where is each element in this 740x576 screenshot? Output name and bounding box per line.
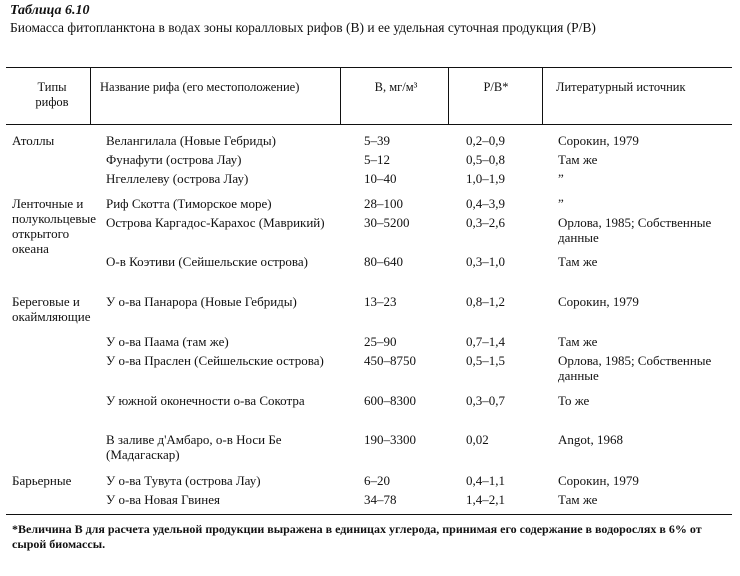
pb-value: 0,5–0,8 (466, 152, 505, 167)
group-label: Береговые и окаймляющие (12, 294, 91, 324)
source-ref: Сорокин, 1979 (558, 473, 639, 488)
source-ref: Орлова, 1985; Собственные данные (558, 215, 712, 245)
pb-value: 0,4–1,1 (466, 473, 505, 488)
group-label: Атоллы (12, 133, 55, 148)
pb-value: 0,8–1,2 (466, 294, 505, 309)
source-ref: Сорокин, 1979 (558, 294, 639, 309)
pb-value: 1,0–1,9 (466, 171, 505, 186)
reef-name: У южной оконечности о-ва Сокотра (106, 393, 305, 408)
table-footnote: *Величина B для расчета удельной продукции выражена в единицах углерода, принимая его содержание в водорослях в 6% от сырой биомассы. (12, 522, 702, 551)
biomass-value: 25–90 (364, 334, 397, 349)
reef-name: У о-ва Паама (там же) (106, 334, 229, 349)
header-pb: P/B* (483, 80, 509, 94)
header-b: B, мг/м³ (374, 80, 418, 94)
reef-name: Фунафути (острова Лау) (106, 152, 242, 167)
pb-value: 0,5–1,5 (466, 353, 505, 368)
biomass-value: 5–39 (364, 133, 390, 148)
pb-value: 1,4–2,1 (466, 492, 505, 507)
source-ref: Angot, 1968 (558, 432, 623, 447)
reef-name: У о-ва Тувута (острова Лау) (106, 473, 261, 488)
header-divider (448, 68, 449, 125)
reef-name: В заливе д'Амбаро, о-в Носи Бе (Мадагаскар) (106, 432, 282, 462)
reef-name: Велангилала (Новые Гебриды) (106, 133, 276, 148)
biomass-value: 5–12 (364, 152, 390, 167)
biomass-value: 30–5200 (364, 215, 410, 230)
header-divider (90, 68, 91, 125)
group-label: Барьерные (12, 473, 72, 488)
header-source: Литературный источник (556, 80, 686, 94)
source-ref: Там же (558, 254, 598, 269)
pb-value: 0,7–1,4 (466, 334, 505, 349)
biomass-value: 190–3300 (364, 432, 416, 447)
header-divider (340, 68, 341, 125)
header-bottom-rule (6, 124, 732, 125)
group-label: Ленточные и полукольцевые открытого океана (12, 196, 97, 256)
reef-name: Риф Скотта (Тиморское море) (106, 196, 272, 211)
source-ref: Орлова, 1985; Собственные данные (558, 353, 712, 383)
table-title: Таблица 6.10 (10, 3, 90, 18)
reef-name: Острова Каргадос-Карахос (Маврикий) (106, 215, 325, 230)
pb-value: 0,3–1,0 (466, 254, 505, 269)
source-ref: Там же (558, 152, 598, 167)
source-ref: ” (558, 196, 564, 211)
header-divider (542, 68, 543, 125)
header-type: Типы рифов (35, 80, 69, 109)
header-name: Название рифа (его местоположение) (100, 80, 300, 94)
pb-value: 0,2–0,9 (466, 133, 505, 148)
source-ref: Там же (558, 334, 598, 349)
source-ref: Сорокин, 1979 (558, 133, 639, 148)
biomass-value: 80–640 (364, 254, 403, 269)
reef-name: У о-ва Панарора (Новые Гебриды) (106, 294, 297, 309)
biomass-value: 600–8300 (364, 393, 416, 408)
source-ref: То же (558, 393, 590, 408)
pb-value: 0,3–0,7 (466, 393, 505, 408)
pb-value: 0,4–3,9 (466, 196, 505, 211)
biomass-value: 6–20 (364, 473, 390, 488)
biomass-value: 13–23 (364, 294, 397, 309)
biomass-value: 10–40 (364, 171, 397, 186)
source-ref: ” (558, 171, 564, 186)
pb-value: 0,02 (466, 432, 489, 447)
biomass-value: 34–78 (364, 492, 397, 507)
reef-name: О-в Коэтиви (Сейшельские острова) (106, 254, 308, 269)
reef-name: У о-ва Праслен (Сейшельские острова) (106, 353, 324, 368)
bottom-rule (6, 514, 732, 515)
biomass-value: 28–100 (364, 196, 403, 211)
pb-value: 0,3–2,6 (466, 215, 505, 230)
top-rule (6, 67, 732, 68)
reef-name: У о-ва Новая Гвинея (106, 492, 220, 507)
biomass-value: 450–8750 (364, 353, 416, 368)
table-caption: Биомасса фитопланктона в водах зоны коралловых рифов (B) и ее удельная суточная продукция (P/B) (10, 20, 596, 35)
source-ref: Там же (558, 492, 598, 507)
reef-name: Нгеллелеву (острова Лау) (106, 171, 249, 186)
